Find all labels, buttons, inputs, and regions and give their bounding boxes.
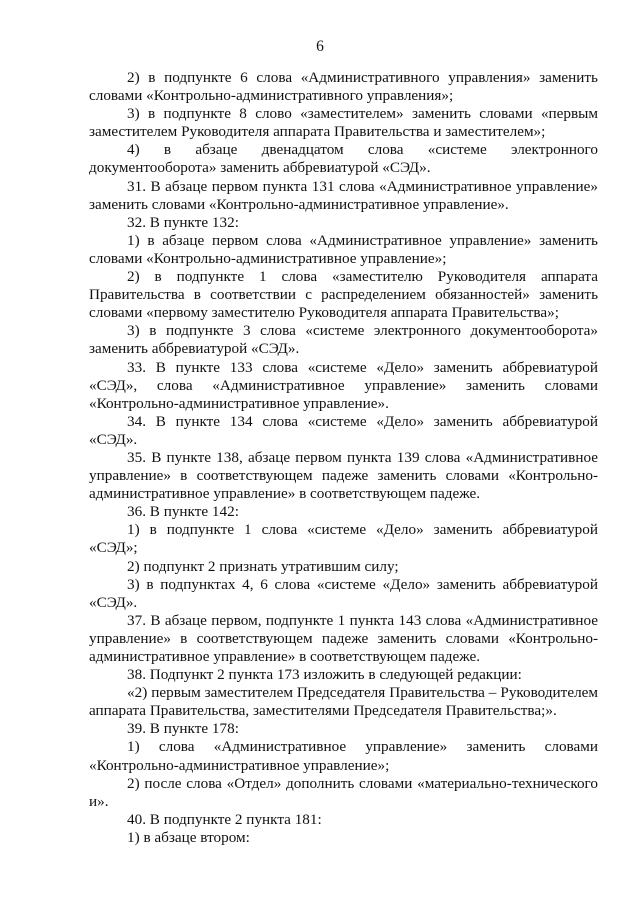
paragraph: 33. В пункте 133 слова «системе «Дело» заменить аббревиатурой «СЭД», слова «Административное управление» заменить словами «Контрольно-административное управление». (89, 358, 598, 412)
paragraph: 39. В пункте 178: (127, 720, 239, 738)
paragraph: 36. В пункте 142: (127, 503, 239, 521)
document-body (89, 69, 598, 847)
paragraph: 1) в подпункте 1 слова «системе «Дело» заменить аббревиатурой «СЭД»; (89, 521, 598, 557)
paragraph: 1) в абзаце втором: (127, 828, 250, 846)
paragraph: 31. В абзаце первом пункта 131 слова «Административное управление» заменить словами «Контрольно-административное управление». (89, 177, 598, 213)
paragraph: 1) слова «Административное управление» заменить словами «Контрольно-административное управление»; (89, 738, 598, 774)
paragraph: «2) первым заместителем Председателя Правительства – Руководителем аппарата Правительства, заместителями Председателя Правительства;». (89, 684, 598, 720)
paragraph: 32. В пункте 132: (127, 213, 239, 231)
paragraph: 35. В пункте 138, абзаце первом пункта 139 слова «Административное управление» в соответствующем падеже заменить словами «Контрольно-административное управление» в соответствующем падеже. (89, 448, 598, 503)
paragraph: 2) в подпункте 6 слова «Административного управления» заменить словами «Контрольно-административного управления»; (89, 69, 598, 105)
paragraph: 37. В абзаце первом, подпункте 1 пункта 143 слова «Административное управление» в соответствующем падеже заменить словами «Контрольно-административное управление» в соответствующем падеже. (89, 611, 598, 665)
paragraph: 40. В подпункте 2 пункта 181: (127, 810, 322, 828)
page-number: 6 (316, 38, 324, 55)
paragraph: 3) в подпункте 3 слова «системе электронного документооборота» заменить аббревиатурой «СЭД». (89, 322, 598, 358)
paragraph: 38. Подпункт 2 пункта 173 изложить в следующей редакции: (127, 666, 522, 684)
paragraph: 1) в абзаце первом слова «Административное управление» заменить словами «Контрольно-административное управление»; (89, 231, 598, 267)
paragraph: 2) в подпункте 1 слова «заместителю Руководителя аппарата Правительства в соответствии с распределением обязанностей» заменить словами «первому заместителю Руководителя аппарата Правительства»; (89, 268, 598, 322)
paragraph: 34. В пункте 134 слова «системе «Дело» заменить аббревиатурой «СЭД». (89, 412, 598, 448)
paragraph: 4) в абзаце двенадцатом слова «системе электронного документооборота» заменить аббревиатурой «СЭД». (89, 141, 598, 177)
paragraph: 3) в подпунктах 4, 6 слова «системе «Дело» заменить аббревиатурой «СЭД». (89, 575, 598, 611)
paragraph: 3) в подпункте 8 слово «заместителем» заменить словами «первым заместителем Руководителя аппарата Правительства и заместителем»; (89, 105, 598, 141)
paragraph: 2) подпункт 2 признать утратившим силу; (127, 557, 399, 575)
paragraph: 2) после слова «Отдел» дополнить словами «материально-технического и». (89, 774, 598, 810)
